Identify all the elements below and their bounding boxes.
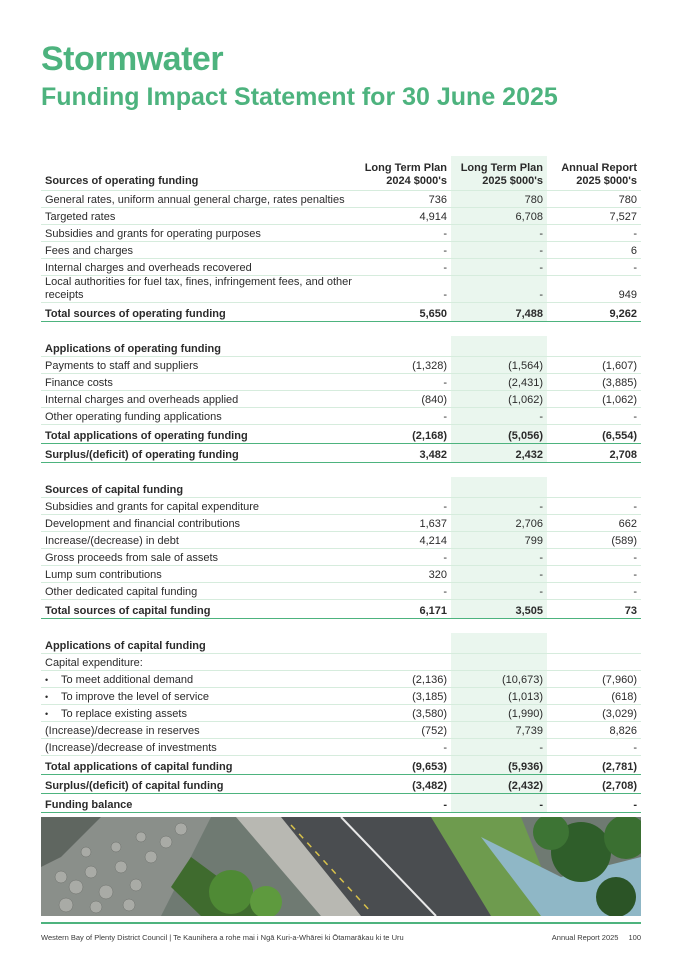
value-ltp-2024: - — [357, 242, 451, 259]
row-label: Subsidies and grants for operating purposes — [41, 225, 357, 242]
value-annual-report-2025 — [547, 654, 641, 671]
value-ltp-2024: (1,328) — [357, 357, 451, 374]
footer-council-name: Western Bay of Plenty District Council | Te Kaunihera a rohe mai i Ngā Kuri-a-Whārei ki Ōtamarākau ki te Uru — [41, 933, 404, 942]
total-row — [41, 794, 641, 813]
bullet-label: • To meet additional demand — [45, 674, 193, 687]
value-ltp-2025: (1,564) — [451, 357, 547, 374]
spacer-row — [41, 619, 641, 634]
value-annual-report-2025: (7,960) — [547, 671, 641, 688]
total-row — [41, 756, 641, 775]
value-ltp-2025: 6,708 — [451, 208, 547, 225]
row-label: Internal charges and overheads recovered — [41, 259, 357, 276]
value-annual-report-2025: (3,885) — [547, 374, 641, 391]
value-ltp-2025: - — [451, 583, 547, 600]
table-row — [41, 498, 641, 515]
value-ltp-2025: - — [451, 242, 547, 259]
value-annual-report-2025: (618) — [547, 688, 641, 705]
aerial-photo-illustration — [41, 817, 641, 916]
row-label: Surplus/(deficit) of capital funding — [41, 775, 357, 794]
value-ltp-2024 — [357, 654, 451, 671]
value-annual-report-2025: - — [547, 408, 641, 425]
value-ltp-2024: - — [357, 225, 451, 242]
row-label — [41, 671, 357, 688]
table-row — [41, 654, 641, 671]
total-row — [41, 303, 641, 322]
spacer-cell — [357, 619, 451, 634]
value-ltp-2025: - — [451, 259, 547, 276]
value-ltp-2025: (5,936) — [451, 756, 547, 775]
row-label: Surplus/(deficit) of operating funding — [41, 444, 357, 463]
table-row — [41, 549, 641, 566]
value-annual-report-2025: 8,826 — [547, 722, 641, 739]
row-label: Lump sum contributions — [41, 566, 357, 583]
value-annual-report-2025: - — [547, 259, 641, 276]
total-row — [41, 775, 641, 794]
total-row — [41, 425, 641, 444]
value-annual-report-2025: 6 — [547, 242, 641, 259]
table-body — [41, 191, 641, 813]
section-heading-row — [41, 477, 641, 498]
value-ltp-2025: - — [451, 549, 547, 566]
table-header-row — [41, 156, 641, 191]
value-annual-report-2025: 9,262 — [547, 303, 641, 322]
spacer-cell — [357, 322, 451, 337]
value-ltp-2025: 799 — [451, 532, 547, 549]
value-ltp-2025: - — [451, 566, 547, 583]
footer-report-name: Annual Report 2025 — [551, 933, 619, 942]
value-annual-report-2025: - — [547, 794, 641, 813]
header-ar-2025-line2: 2025 $000's — [576, 175, 637, 187]
table-row — [41, 566, 641, 583]
value-ltp-2024: - — [357, 549, 451, 566]
row-label: Total applications of operating funding — [41, 425, 357, 444]
funding-impact-table — [41, 156, 641, 813]
value-ltp-2025: (5,056) — [451, 425, 547, 444]
value-annual-report-2025: 662 — [547, 515, 641, 532]
spacer-cell — [547, 322, 641, 337]
header-ltp-2024-line1: Long Term Plan — [364, 162, 447, 174]
value-ltp-2024: - — [357, 583, 451, 600]
value-ltp-2024: (9,653) — [357, 756, 451, 775]
header-ltp-2025-line2: 2025 $000's — [482, 175, 543, 187]
row-label: Total applications of capital funding — [41, 756, 357, 775]
bullet-label: • To replace existing assets — [45, 708, 187, 721]
row-label: General rates, uniform annual general charge, rates penalties — [41, 191, 357, 208]
page-title: Stormwater — [41, 40, 224, 78]
table-row — [41, 705, 641, 722]
value-ltp-2024: - — [357, 374, 451, 391]
row-label: Fees and charges — [41, 242, 357, 259]
value-ltp-2025 — [451, 336, 547, 357]
header-ltp-2025-line1: Long Term Plan — [460, 162, 543, 174]
value-ltp-2024: (3,482) — [357, 775, 451, 794]
row-label: Increase/(decrease) in debt — [41, 532, 357, 549]
value-ltp-2024: 320 — [357, 566, 451, 583]
value-ltp-2024: (3,580) — [357, 705, 451, 722]
row-label: Sources of capital funding — [41, 477, 357, 498]
row-label: Total sources of capital funding — [41, 600, 357, 619]
value-ltp-2025: 780 — [451, 191, 547, 208]
total-row — [41, 444, 641, 463]
table-row — [41, 739, 641, 756]
value-ltp-2024 — [357, 633, 451, 654]
value-annual-report-2025 — [547, 477, 641, 498]
value-ltp-2025 — [451, 633, 547, 654]
row-label: Applications of capital funding — [41, 633, 357, 654]
table-row — [41, 688, 641, 705]
row-label: Development and financial contributions — [41, 515, 357, 532]
header-annual-report-2025 — [547, 156, 641, 191]
value-ltp-2024 — [357, 477, 451, 498]
value-annual-report-2025: 949 — [547, 276, 641, 303]
value-ltp-2024: - — [357, 259, 451, 276]
row-label: Local authorities for fuel tax, fines, infringement fees, and other receipts — [41, 276, 357, 303]
value-ltp-2024: 4,214 — [357, 532, 451, 549]
value-ltp-2024: (752) — [357, 722, 451, 739]
value-ltp-2024: (2,136) — [357, 671, 451, 688]
value-annual-report-2025: (2,708) — [547, 775, 641, 794]
value-annual-report-2025: - — [547, 498, 641, 515]
table-row — [41, 374, 641, 391]
row-label: Payments to staff and suppliers — [41, 357, 357, 374]
value-ltp-2025 — [451, 654, 547, 671]
value-ltp-2025: 7,488 — [451, 303, 547, 322]
value-annual-report-2025 — [547, 336, 641, 357]
value-ltp-2024: - — [357, 794, 451, 813]
value-annual-report-2025: (1,062) — [547, 391, 641, 408]
value-annual-report-2025: (3,029) — [547, 705, 641, 722]
row-label: Other operating funding applications — [41, 408, 357, 425]
table-row — [41, 722, 641, 739]
row-label: Funding balance — [41, 794, 357, 813]
section-heading-row — [41, 336, 641, 357]
value-ltp-2025: - — [451, 794, 547, 813]
spacer-cell — [41, 463, 357, 478]
value-ltp-2024 — [357, 336, 451, 357]
row-label: (Increase)/decrease of investments — [41, 739, 357, 756]
value-ltp-2024: (2,168) — [357, 425, 451, 444]
value-ltp-2025: 2,706 — [451, 515, 547, 532]
value-annual-report-2025: (6,554) — [547, 425, 641, 444]
total-row — [41, 600, 641, 619]
value-ltp-2024: 6,171 — [357, 600, 451, 619]
header-ltp-2025 — [451, 156, 547, 191]
table-row — [41, 357, 641, 374]
table-row — [41, 276, 641, 303]
row-label: Other dedicated capital funding — [41, 583, 357, 600]
value-ltp-2025: (2,431) — [451, 374, 547, 391]
value-ltp-2024: 1,637 — [357, 515, 451, 532]
value-ltp-2025: (1,990) — [451, 705, 547, 722]
row-label: Internal charges and overheads applied — [41, 391, 357, 408]
value-annual-report-2025: - — [547, 549, 641, 566]
value-annual-report-2025: (1,607) — [547, 357, 641, 374]
table-row — [41, 191, 641, 208]
value-ltp-2024: - — [357, 739, 451, 756]
row-label: (Increase)/decrease in reserves — [41, 722, 357, 739]
value-ltp-2024: (840) — [357, 391, 451, 408]
page-subtitle: Funding Impact Statement for 30 June 2025 — [41, 83, 558, 111]
value-ltp-2025: (10,673) — [451, 671, 547, 688]
value-ltp-2024: - — [357, 408, 451, 425]
row-label: Total sources of operating funding — [41, 303, 357, 322]
value-ltp-2024: (3,185) — [357, 688, 451, 705]
header-ltp-2024 — [357, 156, 451, 191]
page-number: 100 — [628, 933, 641, 942]
spacer-cell — [451, 322, 547, 337]
table-row — [41, 208, 641, 225]
row-label — [41, 705, 357, 722]
value-annual-report-2025: (589) — [547, 532, 641, 549]
value-ltp-2025: 3,505 — [451, 600, 547, 619]
stormwater-photo — [41, 817, 641, 916]
row-label: Gross proceeds from sale of assets — [41, 549, 357, 566]
row-label — [41, 688, 357, 705]
footer-rule — [41, 922, 641, 924]
table-row — [41, 583, 641, 600]
value-ltp-2025 — [451, 477, 547, 498]
value-ltp-2024: 736 — [357, 191, 451, 208]
value-ltp-2025: (1,062) — [451, 391, 547, 408]
value-ltp-2025: - — [451, 408, 547, 425]
row-label: Subsidies and grants for capital expenditure — [41, 498, 357, 515]
value-ltp-2025: - — [451, 276, 547, 303]
table-row — [41, 408, 641, 425]
spacer-cell — [451, 619, 547, 634]
spacer-cell — [357, 463, 451, 478]
value-ltp-2024: - — [357, 498, 451, 515]
header-ltp-2024-line2: 2024 $000's — [386, 175, 447, 187]
value-ltp-2025: - — [451, 739, 547, 756]
value-annual-report-2025: 73 — [547, 600, 641, 619]
value-annual-report-2025: - — [547, 739, 641, 756]
spacer-cell — [451, 463, 547, 478]
value-ltp-2025: 2,432 — [451, 444, 547, 463]
value-ltp-2024: 3,482 — [357, 444, 451, 463]
value-annual-report-2025: - — [547, 583, 641, 600]
row-label: Capital expenditure: — [41, 654, 357, 671]
value-ltp-2024: 4,914 — [357, 208, 451, 225]
value-annual-report-2025: - — [547, 225, 641, 242]
row-label: Finance costs — [41, 374, 357, 391]
table-row — [41, 532, 641, 549]
value-annual-report-2025: 2,708 — [547, 444, 641, 463]
value-ltp-2025: 7,739 — [451, 722, 547, 739]
footer-right — [552, 933, 641, 942]
value-annual-report-2025: 7,527 — [547, 208, 641, 225]
spacer-cell — [547, 463, 641, 478]
spacer-row — [41, 463, 641, 478]
table-row — [41, 242, 641, 259]
row-label: Applications of operating funding — [41, 336, 357, 357]
spacer-row — [41, 322, 641, 337]
bullet-label: • To improve the level of service — [45, 691, 209, 704]
value-ltp-2025: - — [451, 498, 547, 515]
header-sources-operating: Sources of operating funding — [41, 156, 357, 191]
table-row — [41, 671, 641, 688]
value-ltp-2025: - — [451, 225, 547, 242]
value-ltp-2025: (2,432) — [451, 775, 547, 794]
header-ar-2025-line1: Annual Report — [561, 162, 637, 174]
table-row — [41, 515, 641, 532]
spacer-cell — [547, 619, 641, 634]
value-annual-report-2025: 780 — [547, 191, 641, 208]
table-row — [41, 391, 641, 408]
value-annual-report-2025: (2,781) — [547, 756, 641, 775]
spacer-cell — [41, 619, 357, 634]
value-ltp-2025: (1,013) — [451, 688, 547, 705]
table-row — [41, 259, 641, 276]
value-ltp-2024: - — [357, 276, 451, 303]
spacer-cell — [41, 322, 357, 337]
value-annual-report-2025: - — [547, 566, 641, 583]
section-heading-row — [41, 633, 641, 654]
value-annual-report-2025 — [547, 633, 641, 654]
row-label: Targeted rates — [41, 208, 357, 225]
value-ltp-2024: 5,650 — [357, 303, 451, 322]
table-row — [41, 225, 641, 242]
